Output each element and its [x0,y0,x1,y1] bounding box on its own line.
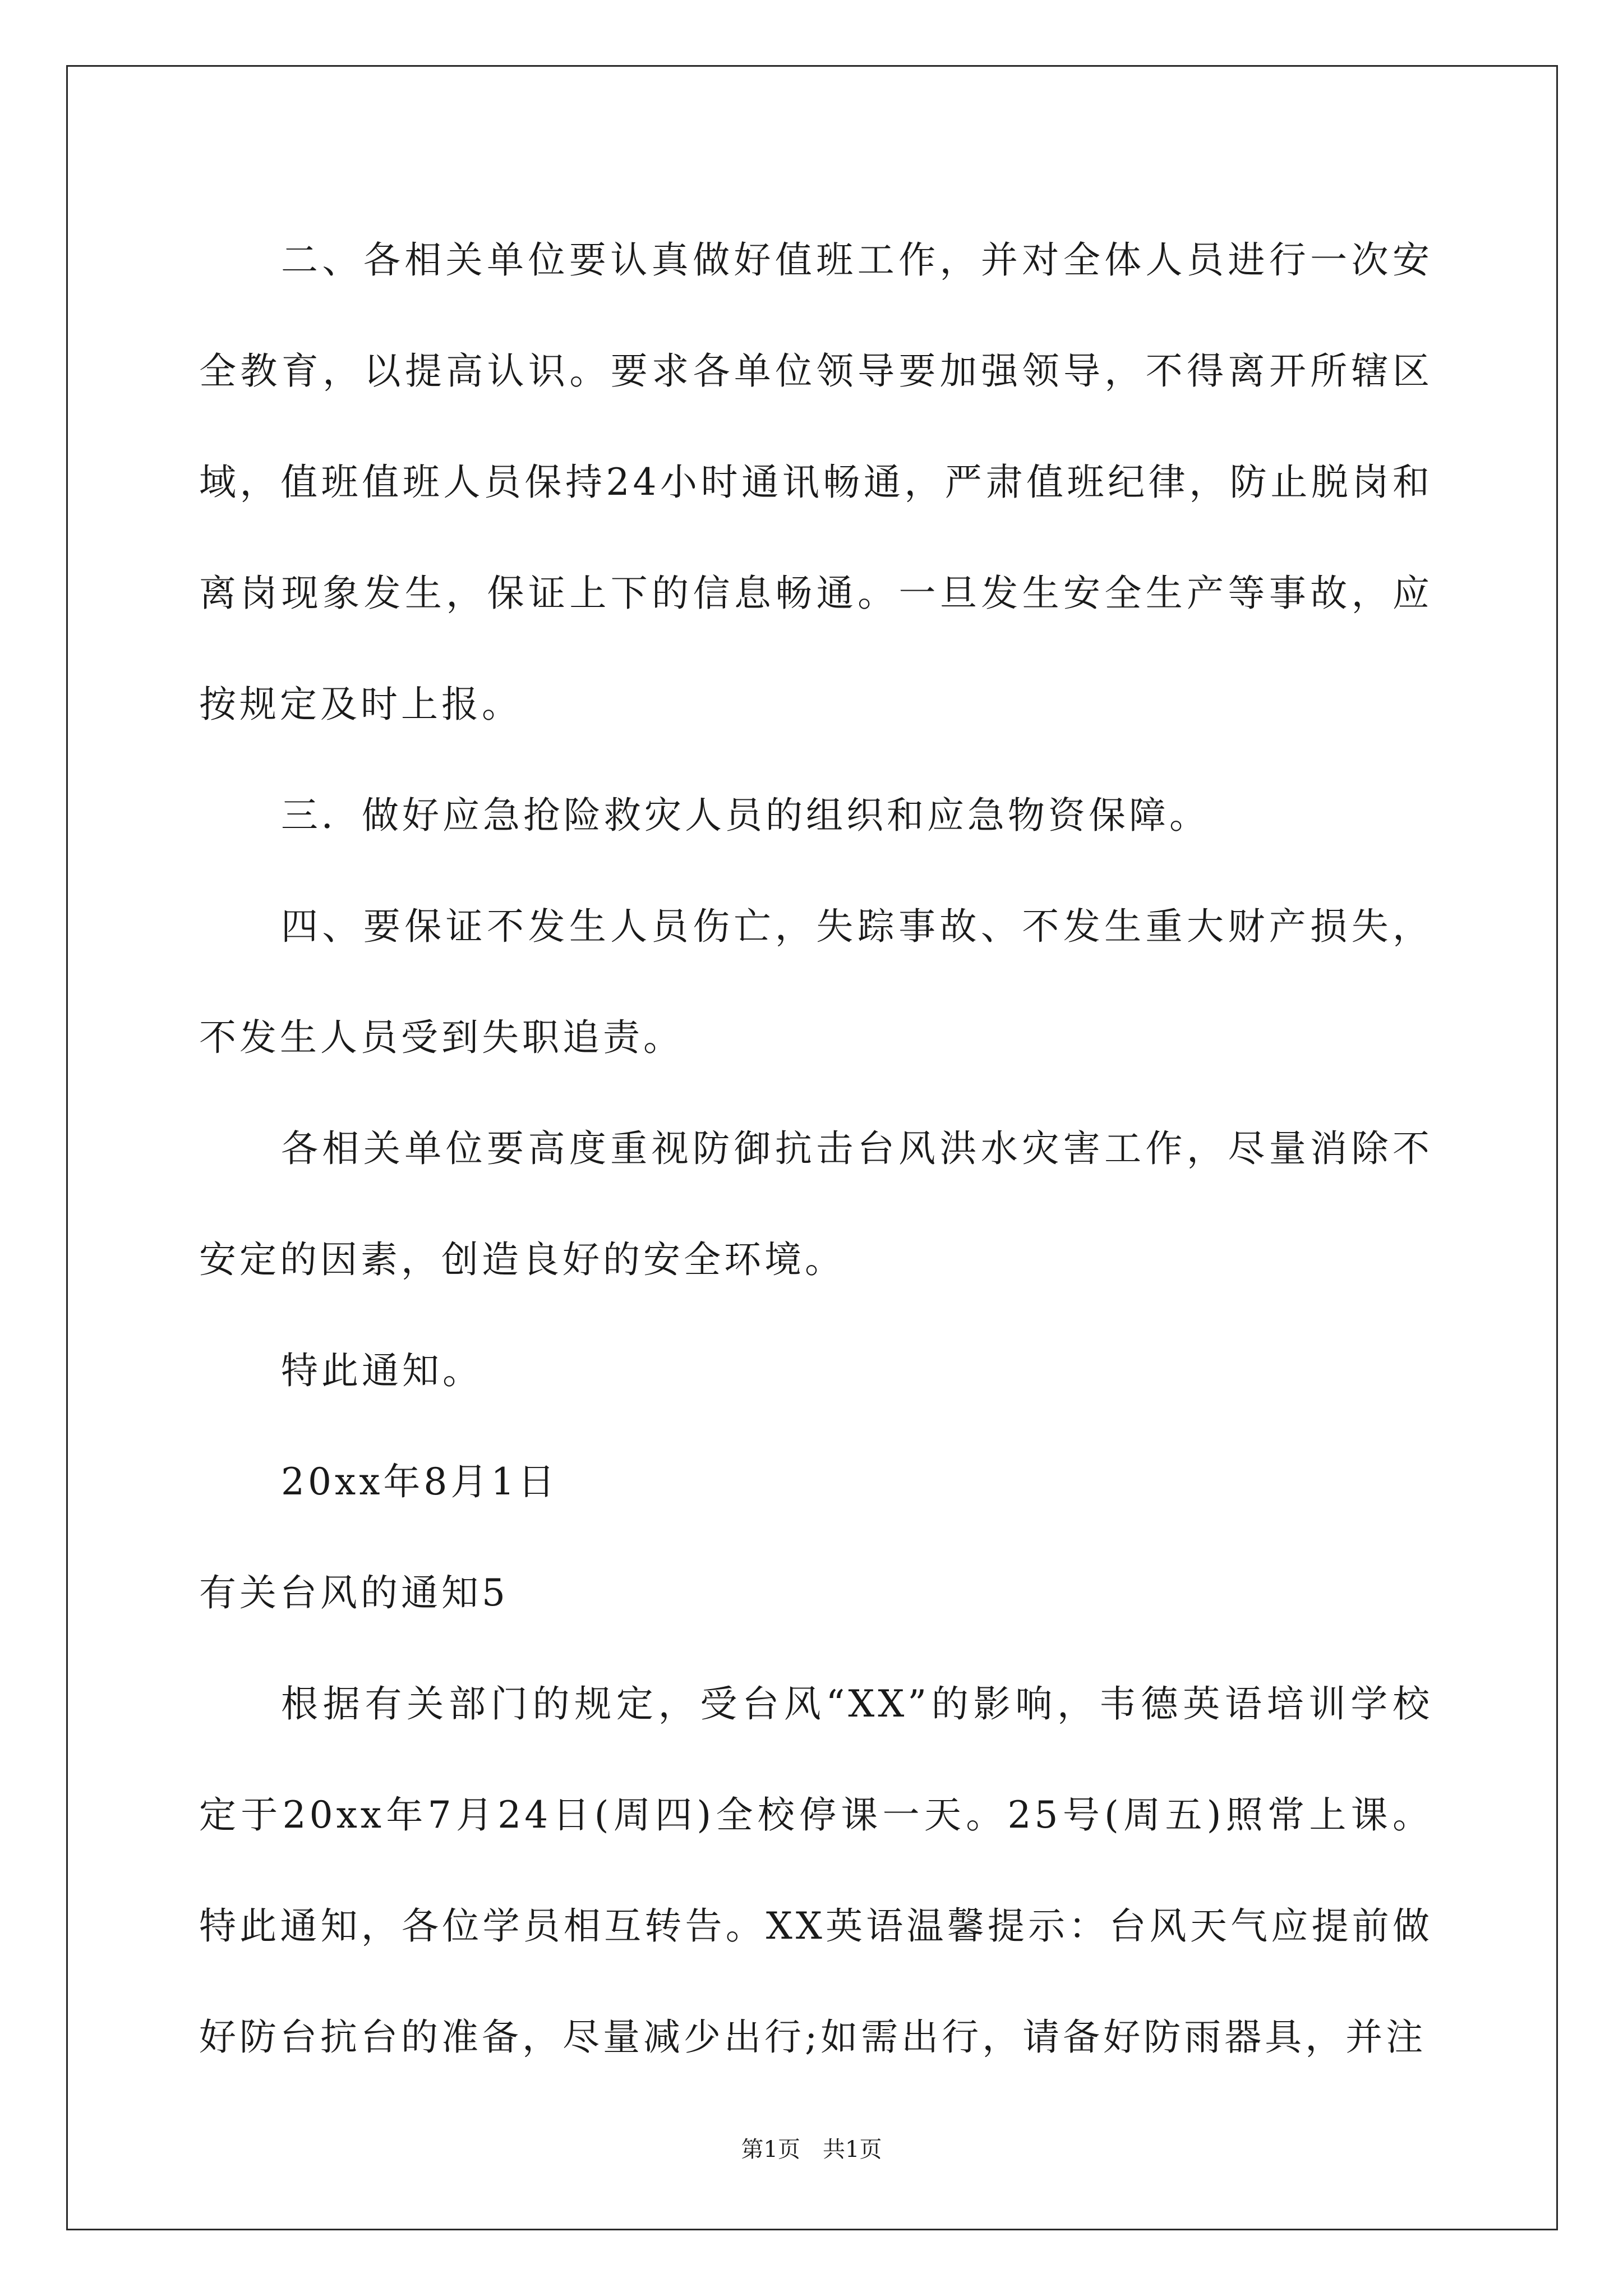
paragraph-attention: 各相关单位要高度重视防御抗击台风洪水灾害工作，尽量消除不安定的因素，创造良好的安全环境。 [199,1127,1433,1281]
document-body [199,205,1433,2093]
section-heading: 有关台风的通知5 [199,1571,509,1614]
paragraph-emergency-rescue: 三．做好应急抢险救灾人员的组织和应急物资保障。 [281,794,1210,837]
page-footer: 第1页 共1页 [741,2137,882,2162]
paragraph-ensure-safety: 四、要保证不发生人员伤亡，失踪事故、不发生重大财产损失，不发生人员受到失职追责。 [199,905,1433,1059]
paragraph-duty-work: 二、各相关单位要认真做好值班工作，并对全体人员进行一次安全教育，以提高认识。要求各单位领导要加强领导，不得离开所辖区域，值班值班人员保持24小时通讯畅通，严肃值班纪律，防止脱岗和离岗现象发生，保证上下的信息畅通。一旦发生安全生产等事故，应按规定及时上报。 [199,238,1433,726]
paragraph-school-closure: 根据有关部门的规定，受台风“XX”的影响，韦德英语培训学校定于20xx年7月24日(周四)全校停课一天。25号(周五)照常上课。特此通知，各位学员相互转告。XX英语温馨提示：台风天气应提前做好防台抗台的准备，尽量减少出行;如需出行，请备好防雨器具，并注 [199,1682,1433,2059]
paragraph-date: 20xx年8月1日 [281,1460,559,1503]
paragraph-notice-closing: 特此通知。 [281,1349,483,1392]
